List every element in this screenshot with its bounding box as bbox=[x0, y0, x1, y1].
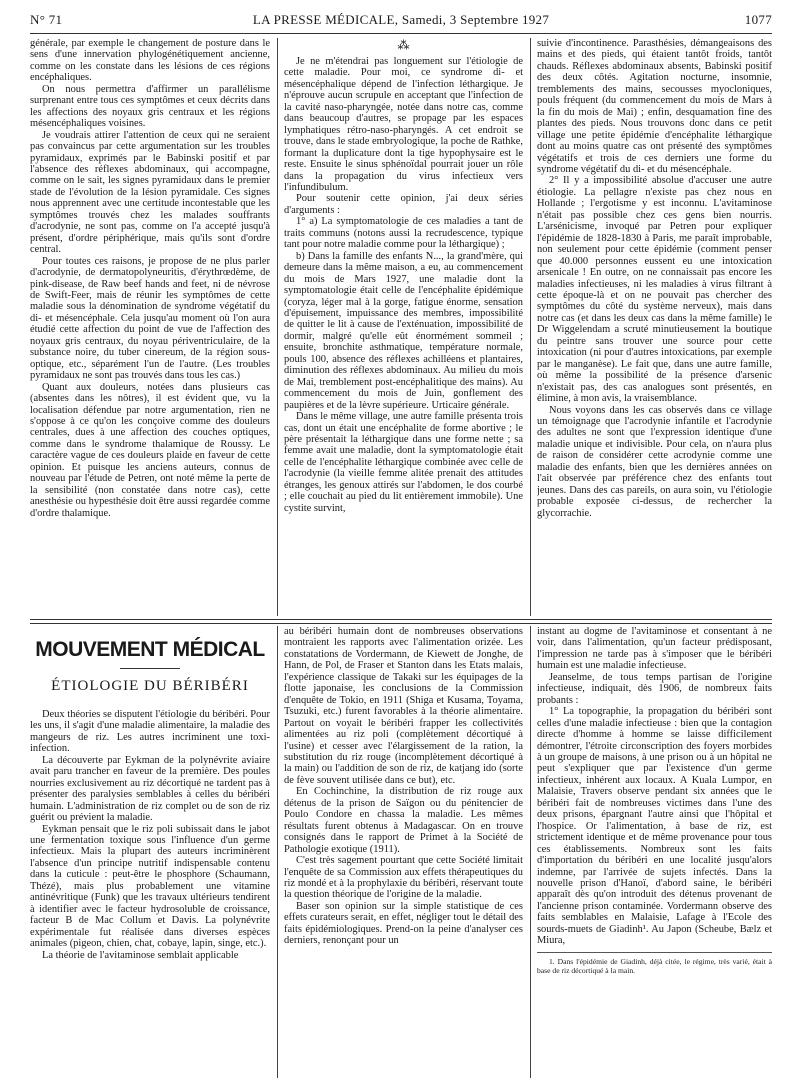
section-stars: ⁂ bbox=[397, 38, 410, 52]
top-column-3 bbox=[537, 38, 772, 616]
paragraph: b) Dans la famille des enfants N..., la grand'mère, qui demeure dans la même maison, a eu, au commencement du mois de Mars 1927, une maladie dont la symptomatologie était celle de l'encéphalite épidémique (coryza, léger mal à la gorge, fatigue énorme, sensation d'épuisement, impuissance des membres, impossibilité de quitter le lit à cause de l'exténuation, impossibilité de dormir, malgré qu'elle eût énormément sommeil ; ensuite, bronchite asthmatique, température normale, pouls 100, absence des réflexes achilléens et plantaires, diminution des réflexes abdominaux. Au milieu du mois de Mai, tremblement post-encéphalitique des mains). Au commencement du mois de Juin, gonflement des paupières et de la lèvre supérieure. Urticaire générale. bbox=[284, 250, 523, 411]
paragraph: Pour toutes ces raisons, je propose de ne plus parler d'acrodynie, de dermatopolyneuritis, d'érythrœdème, de pink-disease, de Raw beef hands and feet, ni de névrose de Swift-Feer, mais de réunir les symptômes de cette maladie sous la dénomination de syndrome végétatif du di- et mésencéphale. Cela jusqu'au moment où l'on aura étudié cette affection du point de vue de l'affection des noyaux gris centraux, du noyau périventriculaire, de la substance noire, du tuber cinereum, de la région sous-optique, etc., séparément l'un de l'autre. (Les troubles pyramidaux ne sont pas trouvés dans tous les cas.) bbox=[30, 255, 270, 382]
paragraph: En Cochinchine, la distribution de riz rouge aux détenus de la prison de Saïgon ou du pénitencier de Poulo Condore en chassa la maladie. Les mêmes résultats furent obtenus à Madagascar. On en trouve consignés dans le rapport de Primet à la Société de Pathologie exotique (1911). bbox=[284, 786, 523, 855]
paragraph: suivie d'incontinence. Parasthésies, démangeaisons des mains et des pieds, qui étaient tantôt froids, tantôt chauds. Réflexes abdominaux absents, Babinski positif des deux côtés. Agitation nocturne, insomnie, tremblements des mains, secousses myocloniques, pouls fréquent (du commencement du mois de Mars à la fin du mois de Mai) ; enfin, desquamation fine des plantes des pieds. Nous trouvons donc dans ce petit village une petite épidémie d'encéphalite léthargique dont au moins quatre cas ont présenté des symptômes végétatifs et trois de ces derniers une forme du syndrome végétatif du di- et du mésencéphale. bbox=[537, 38, 772, 175]
paragraph: Baser son opinion sur la simple statistique de ces effets curateurs serait, en effet, négliger tout le détail des faits épidémiologiques. Prend-on la peine d'analyser ces derniers, renonçant pour un bbox=[284, 900, 523, 947]
paragraph: Eykman pensait que le riz poli subissait dans le jabot une fermentation toxique sous l'influence d'un germe infectieux. Mais la plupart des auteurs incriminèrent l'absence d'un principe nutritif indispensable contenu dans la cuticule : peut-être le phosphore (Schaumann, Thézé), mais plus probablement une vitamine antinévritique (Funk) que les travaux ultérieurs tendirent à identifier avec le facteur hydrosoluble de croissance, facteur B de Mac Collum et Davis. La polynévrite expérimentale fut réalisée dans diverses espèces animales (pigeon, chien, chat, cobaye, lapin, singe, etc.). bbox=[30, 823, 270, 950]
paragraph: Dans le même village, une autre famille présenta trois cas, dont un était une encéphalite de forme abortive ; le père présentait la léthargique dans une forme nette ; sa femme avait une maladie, dont la symptomatologie était celle de l'encéphalite léthargique combinée avec celle de l'acrodynie (la vieille femme alitée prenait des attitudes étranges, les genoux attirés sur l'abdomen, le dos courbé ; elle couchait au pied du lit entièrement immobile). Une cystite survint, bbox=[284, 411, 523, 514]
top-column-1 bbox=[30, 38, 270, 616]
top-column-2 bbox=[284, 38, 523, 616]
section-separator bbox=[30, 619, 772, 624]
column-divider bbox=[530, 38, 531, 616]
paragraph: La découverte par Eykman de la polynévrite aviaire avait paru trancher en faveur de la première. Des poules nourries exclusivement au riz décortiqué ne tardent pas à présenter des paralysies semblables à celles du béribéri humain. L'administration de riz complet ou de son de riz guérit ou prévient la maladie. bbox=[30, 754, 270, 824]
page-number: 1077 bbox=[744, 12, 772, 27]
paragraph: Pour soutenir cette opinion, j'ai deux séries d'arguments : bbox=[284, 193, 523, 216]
paragraph: Quant aux douleurs, notées dans plusieurs cas (absentes dans les nôtres), il est évident que, vu la localisation défendue par notre argumentation, rien ne s'oppose à ce qu'on les conçoive comme des douleurs centrales, dues à une affection des couches optiques, comme dans le syndrome thalamique de Roussy. Le caractère vague de ces douleurs plaide en faveur de cette opinion. Et puisque les anciens auteurs, connus de nouveau par l'étude de Petren, ont noté même la perte de la sensibilité (non constatée dans notre cas), cette anesthésie ou hypesthésie doit être aussi regardée comme d'ordre thalamique. bbox=[30, 381, 270, 519]
article-title: ÉTIOLOGIE DU BÉRIBÉRI bbox=[51, 678, 249, 694]
paragraph: Jeanselme, de tous temps partisan de l'origine infectieuse, indiquait, dès 1906, de nombreux faits probants : bbox=[537, 671, 772, 706]
paragraph: 1° La topographie, la propagation du béribéri sont celles d'une maladie infectieuse : bien que la contagion directe d'homme à homme se laisse difficilement démontrer, l'étroite circonscription des foyers morbides à un groupe de maisons, à une prison ou à un hôpital ne peut s'expliquer que par l'existence d'un germe infectieux, inhérent aux locaux. A Kuala Lumpor, en Malaisie, Travers observe pendant six années que le béribéri fait de nombreuses victimes dans l'une des deux prisons, épargnant l'autre ainsi que l'hôpital et l'hospice. Or l'alimentation, à base de riz, est strictement identique et de même provenance pour tous ces établissements. Nombreux sont les faits d'importation du béribéri en une localité jusqu'alors indemne, par l'arrivée de sujets infectés. Dans la nouvelle prison d'Hanoï, d'abord saine, le béribéri apparaît dès qu'on introduit des détenus provenant de l'ancienne prison contaminée. Vordermann observe des faits semblables en Malaisie, Lafage à l'Ecole des sourds-muets de Giadinh¹. Au Japon (Scheube, Bælz et Miura, bbox=[537, 706, 772, 947]
paragraph: C'est très sagement pourtant que cette Société limitait l'enquête de sa Commission aux effets thérapeutiques du riz mondé et à la prophylaxie du béribéri, réservant toute la question théorique de l'origine de la maladie. bbox=[284, 855, 523, 901]
title-rule bbox=[120, 668, 180, 669]
page-header bbox=[30, 12, 772, 34]
paragraph: instant au dogme de l'avitaminose et consentant à ne voir, dans l'alimentation, qu'un facteur prédisposant, l'impression ne tarde pas à s'imposer que le béribéri humain est une maladie infectieuse. bbox=[537, 626, 772, 672]
paragraph: 2° Il y a impossibilité absolue d'accuser une autre étiologie. La pellagre n'existe pas chez nous en Hollande ; l'ergotisme y est inconnu. L'avitaminose n'était pas possible chez ces gens bien nourris. L'arsénicisme, invoqué par Petren pour expliquer l'épidémie de 1828-1830 à Paris, me paraît improbable, non seulement pour cette épidémie (comment penser que 40.000 personnes eussent eu une intoxication arsenicale ! En outre, on ne connaissait pas encore les maladies infectieuses, ni les maladies à virus filtrant à cette époque-là et on ne pouvait pas chercher des symptômes du côté du système nerveux), mais dans notre cas (et dans les deux cas dans la même famille) le Dr Wiggelendam a scruté minutieusement la boutique du peintre sans trouver une source pour cette intoxication (ni pour d'autres intoxications, par exemple par le manganèse). Le fait que, dans une autre famille, où même la possibilité de la présence d'arsenic n'existait pas, des cas analogues sont présentés, en élimine, à mon avis, la vraisemblance. bbox=[537, 175, 772, 405]
bottom-column-1 bbox=[30, 626, 270, 1078]
paragraph: au béribéri humain dont de nombreuses observations montraient les rapports avec l'alimentation orizée. Les constatations de Vordermann, de Kiewett de Jonghe, de Hann, de Pol, de Fraser et Stanton dans les Etats malais, l'expérience classique de Takaki sur les équipages de la flotte japonaise, les conclusions de la Commission d'enquête de Tokio, en 1911 (Shiga et Kusama, Toyama, Tsuzuki, etc.) furent favorables à la théorie alimentaire. Partout on voyait le béribéri frapper les collectivités alimentées au riz poli (complètement décortiqué à l'usine) et cesser avec l'élargissement de la ration, la substitution du riz rouge (incomplètement décortiqué à la main) ou l'addition de son de riz, de katjang ido (sorte de fève souvent utilisée dans ce but), etc. bbox=[284, 626, 523, 786]
section-title: MOUVEMENT MÉDICAL bbox=[35, 638, 265, 661]
column-divider bbox=[277, 626, 278, 1078]
bottom-column-3 bbox=[537, 626, 772, 1078]
paragraph: Nous voyons dans les cas observés dans ce village un témoignage que l'acrodynie infantile et l'acrodynie des adultes ne sont que l'expression identique d'une maladie unique et indivisible. Pour cela, on n'aura plus de raison de considérer cette acrodynie comme une maladie des enfants, bien que les dernières années on l'ait observée par préférence chez des enfants tout jeunes. Dans des cas pareils, on aura soin, vu l'étiologie probable exposée ci-dessus, de rechercher la glycorrachie. bbox=[537, 404, 772, 519]
journal-title: LA PRESSE MÉDICALE, Samedi, 3 Septembre 1927 bbox=[252, 12, 550, 27]
paragraph: Je voudrais attirer l'attention de ceux qui ne seraient pas convaincus par cette argumentation sur les troubles pyramidaux, exprimés par le Babinski positif et par l'absence des réflexes abdominaux, qui accompagne, comme on le sait, les signes pyramidaux dans le premier stade de l'évolution de la lésion pyramidale. Ces signes nous apprennent avec une certitude incontestable que les symptômes trouvés chez les malades souffrants d'acrodynie, ne sont pas, comme on l'a accepté jusqu'à présent, d'ordre périphérique, mais qu'ils sont d'ordre central. bbox=[30, 129, 270, 256]
paragraph: On nous permettra d'affirmer un parallélisme surprenant entre tous ces symptômes et ceux décrits dans les affections des noyaux gris centraux et les régions mésencéphaliques voisines. bbox=[30, 83, 270, 130]
paragraph: 1° a) La symptomatologie de ces maladies a tant de traits communs (notons aussi la recrudescence, typique tant pour notre maladie comme pour la léthargique) ; bbox=[284, 216, 523, 251]
footnote: 1. Dans l'épidémie de Giadinh, déjà citée, le régime, très varié, était à base de riz décortiqué à la main. bbox=[537, 952, 772, 975]
paragraph: La théorie de l'avitaminose semblait applicable bbox=[42, 949, 239, 961]
bottom-column-2 bbox=[284, 626, 523, 1078]
paragraph: Deux théories se disputent l'étiologie du béribéri. Pour les uns, il s'agit d'une maladie alimentaire, la maladie des mangeurs de riz. Les autres incriminent une toxi-infection. bbox=[30, 709, 270, 755]
paragraph: générale, par exemple le changement de posture dans le sens d'une innervation phylogénétiquement ancienne, comme on les constate dans les lésions de ces régions encéphaliques. bbox=[30, 38, 270, 84]
column-divider bbox=[277, 38, 278, 616]
issue-number: N° 71 bbox=[30, 12, 63, 27]
header-rule bbox=[30, 33, 772, 34]
paragraph: Je ne m'étendrai pas longuement sur l'étiologie de cette maladie. Pour moi, ce syndrome di- et mésencéphalique dépend de l'infection léthargique. Je n'éprouve aucun scrupule en acceptant que l'infection de la cavité naso-pharyngée, notée dans notre cas, comme dans beaucoup d'autres, se propage par les espaces lymphatiques rétro-naso-pharyngés. A cet endroit se trouve, dans le stade embryologique, la poche de Rathke, formant la duplicature dont la tige hypophysaire est le reste. Ensuite le sinus sphénoïdal pourrait jouer un rôle dans la propagation du virus infectieux vers l'infundibulum. bbox=[284, 56, 523, 193]
column-divider bbox=[530, 626, 531, 1078]
